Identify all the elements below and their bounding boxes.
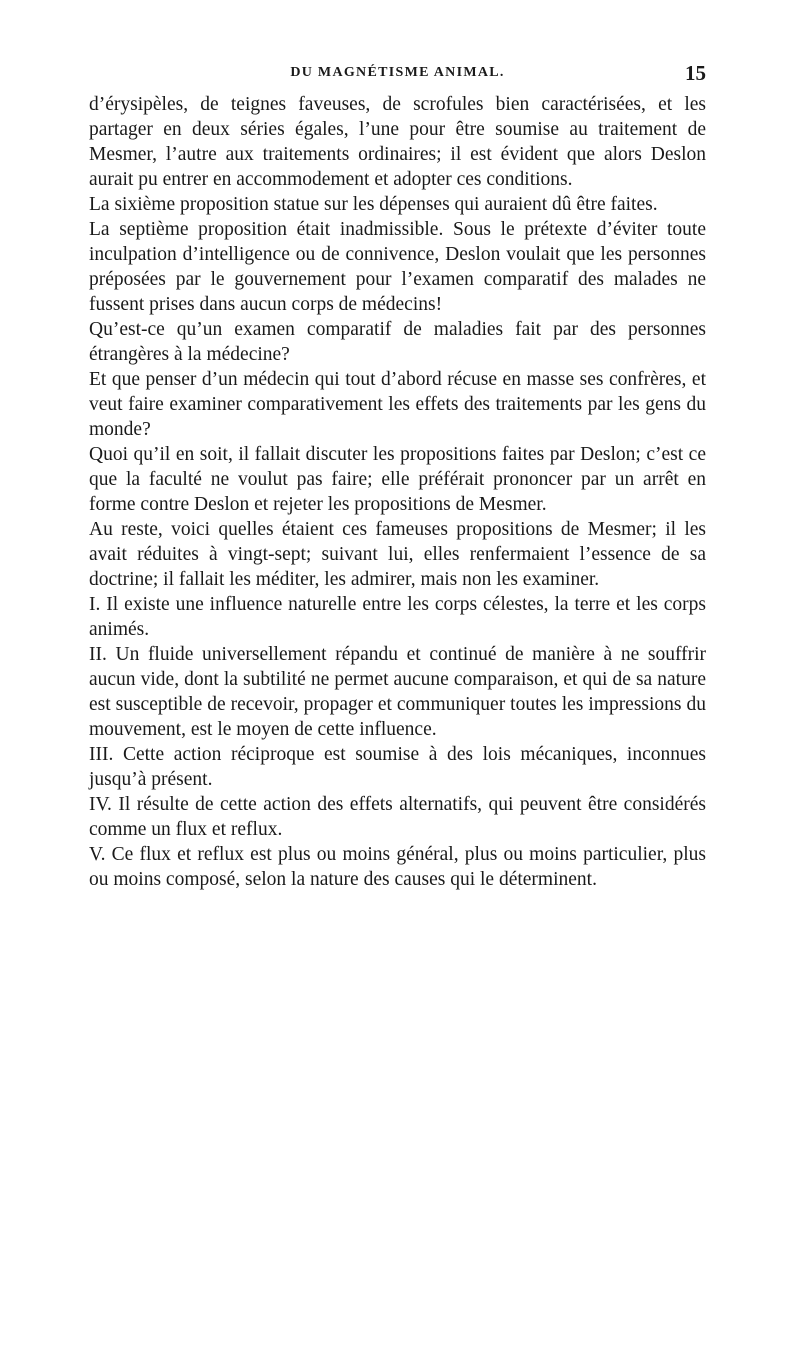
running-head	[89, 63, 706, 87]
paragraph-seventh-proposition: La septième proposition était inadmissible. Sous le prétexte d’éviter toute inculpation d’intelligence ou de connivence, Deslon voulait que les personnes préposées par le gouvernement pour l’examen comparatif des malades ne fussent prises dans aucun corps de médecins!	[89, 219, 706, 315]
proposition-2: II. Un fluide universellement répandu et continué de manière à ne souffrir aucun vide, dont la subtilité ne permet aucune comparaison, et qui de sa nature est susceptible de recevoir, propager et communiquer toutes les impressions du mouvement, est le moyen de cette influence.	[89, 644, 706, 740]
proposition-4: IV. Il résulte de cette action des effets alternatifs, qui peuvent être considérés comme un flux et reflux.	[89, 794, 706, 840]
proposition-1: I. Il existe une influence naturelle entre les corps célestes, la terre et les corps animés.	[89, 594, 706, 640]
paragraph-sixth-proposition: La sixième proposition statue sur les dépenses qui auraient dû être faites.	[89, 194, 658, 215]
proposition-3: III. Cette action réciproque est soumise à des lois mécaniques, inconnues jusqu’à présent.	[89, 744, 706, 790]
paragraph-question-comparative-exam: Qu’est-ce qu’un examen comparatif de maladies fait par des personnes étrangères à la médecine?	[89, 319, 706, 365]
paragraph-continuation: d’érysipèles, de teignes faveuses, de scrofules bien caractérisées, et les partager en deux séries égales, l’une pour être soumise au traitement de Mesmer, l’autre aux traitements ordinaires; il est évident que alors Deslon aurait pu entrer en accommodement et adopter ces conditions.	[89, 94, 706, 190]
paragraph-mesmer-propositions-intro: Au reste, voici quelles étaient ces fameuses propositions de Mesmer; il les avait réduites à vingt-sept; suivant lui, elles renfermaient l’essence de sa doctrine; il fallait les méditer, les admirer, mais non les examiner.	[89, 519, 706, 590]
running-title: DU MAGNÉTISME ANIMAL.	[290, 65, 505, 80]
paragraph-faculty-decision: Quoi qu’il en soit, il fallait discuter les propositions faites par Deslon; c’est ce que la faculté ne voulut pas faire; elle préférait prononcer par un arrêt en forme contre Deslon et rejeter les propositions de Mesmer.	[89, 444, 706, 515]
paragraph-question-physician: Et que penser d’un médecin qui tout d’abord récuse en masse ses confrères, et veut faire examiner comparativement les effets des traitements par les gens du monde?	[89, 369, 706, 440]
page-number: 15	[685, 61, 706, 85]
proposition-5: V. Ce flux et reflux est plus ou moins général, plus ou moins particulier, plus ou moins composé, selon la nature des causes qui le déterminent.	[89, 844, 706, 890]
body-text	[89, 92, 706, 892]
